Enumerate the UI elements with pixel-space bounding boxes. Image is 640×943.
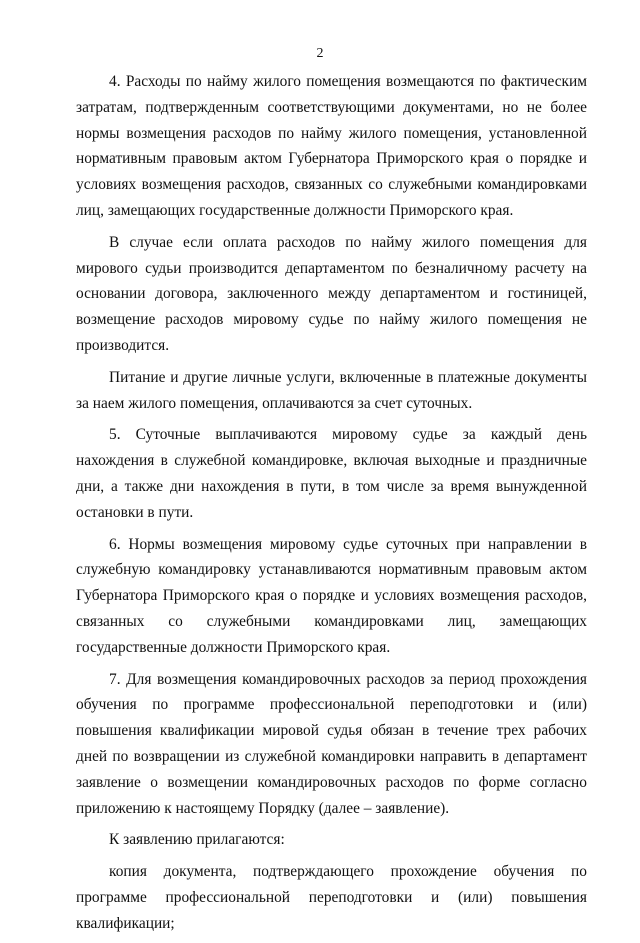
paragraph-item-6-per-diem-norms: 6. Нормы возмещения мировому судье суточных при направлении в служебную командировку устанавливаются нормативным правовым актом Губернатора Приморского края о порядке и условиях возмещения расходов, связанных со служебными командировками лиц, замещающих государственные должности Приморского края. <box>76 535 587 656</box>
paragraph-cashless-payment: В случае если оплата расходов по найму жилого помещения для мирового судьи производится департаментом по безналичному расчету на основании договора, заключенного между департаментом и гостиницей, возмещение расходов мировому судье по найму жилого помещения не производится. <box>76 233 587 354</box>
paragraph-item-7-reimbursement: 7. Для возмещения командировочных расходов за период прохождения обучения по программе профессиональной переподготовки и (или) повышения квалификации мировой судья обязан в течение трех рабочих дней по возвращении из служебной командировки направить в департамент заявление о возмещении командировочных расходов по форме согласно приложению к настоящему Порядку (далее – заявление). <box>76 670 587 817</box>
page-number: 2 <box>316 46 324 61</box>
paragraph-item-4-housing-expenses: 4. Расходы по найму жилого помещения возмещаются по фактическим затратам, подтвержденным соответствующими документами, но не более нормы возмещения расходов по найму жилого помещения, установленной нормативным правовым актом Губернатора Приморского края о порядке и условиях возмещения расходов, связанных со служебными командировками лиц, замещающих государственные должности Приморского края. <box>76 73 587 219</box>
paragraph-meals-services: Питание и другие личные услуги, включенные в платежные документы за наем жилого помещения, оплачиваются за счет суточных. <box>76 368 587 412</box>
paragraph-attachment-training-copy: копия документа, подтверждающего прохождение обучения по программе профессиональной переподготовки и (или) повышения квалификации; <box>76 863 587 932</box>
paragraph-attachments-intro: К заявлению прилагаются: <box>109 831 285 849</box>
document-body <box>76 69 587 943</box>
paragraph-item-5-per-diem: 5. Суточные выплачиваются мировому судье за каждый день нахождения в служебной командировке, включая выходные и праздничные дни, а также дни нахождения в пути, в том числе за время вынужденной остановки в пути. <box>76 426 587 521</box>
